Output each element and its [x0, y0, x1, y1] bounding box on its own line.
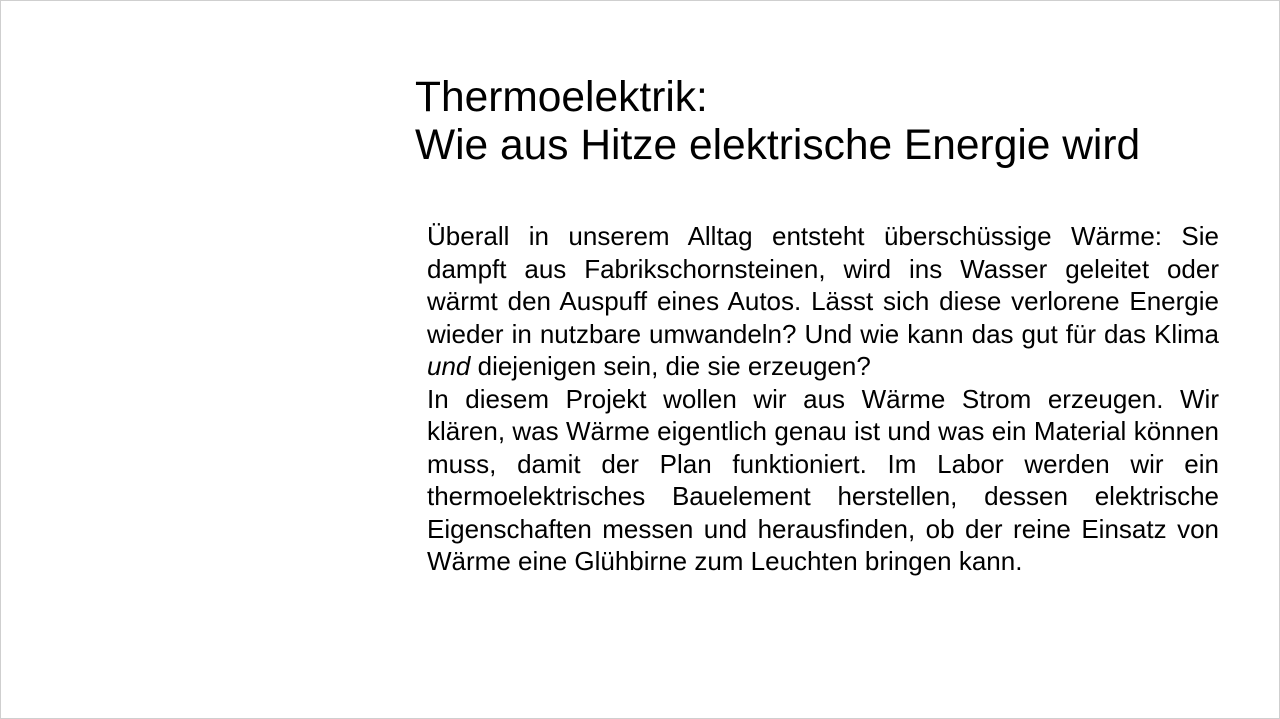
- paragraph-1-text-end: diejenigen sein, die sie erzeugen?: [470, 351, 871, 381]
- paragraph-1-text-start: Überall in unserem Alltag entsteht überschüssige Wärme: Sie dampft aus Fabrikschornsteinen, wird ins Wasser geleitet oder wärmt den Auspuff eines Autos. Lässt sich diese verlorene Energie wieder in nutzbare umwandeln? Und wie kann das gut für das Klima: [427, 221, 1219, 349]
- emphasized-word: und: [427, 351, 471, 381]
- body-paragraph-2: In diesem Projekt wollen wir aus Wärme Strom erzeugen. Wir klären, was Wärme eigentlich genau ist und was ein Material können muss, damit der Plan funktioniert. Im Labor werden wir ein thermoelektrisches Bauelement herstellen, dessen elektrische Eigenschaften messen und herausfinden, ob der reine Einsatz von Wärme eine Glühbirne zum Leuchten bringen kann.: [427, 383, 1219, 576]
- slide-title-line-1: Thermoelektrik:: [415, 74, 708, 121]
- slide-body-text: [427, 220, 1219, 578]
- slide-title: [415, 74, 1255, 170]
- slide-title-line-2: Wie aus Hitze elektrische Energie wird: [415, 122, 1141, 169]
- body-paragraph-1: [427, 220, 1219, 383]
